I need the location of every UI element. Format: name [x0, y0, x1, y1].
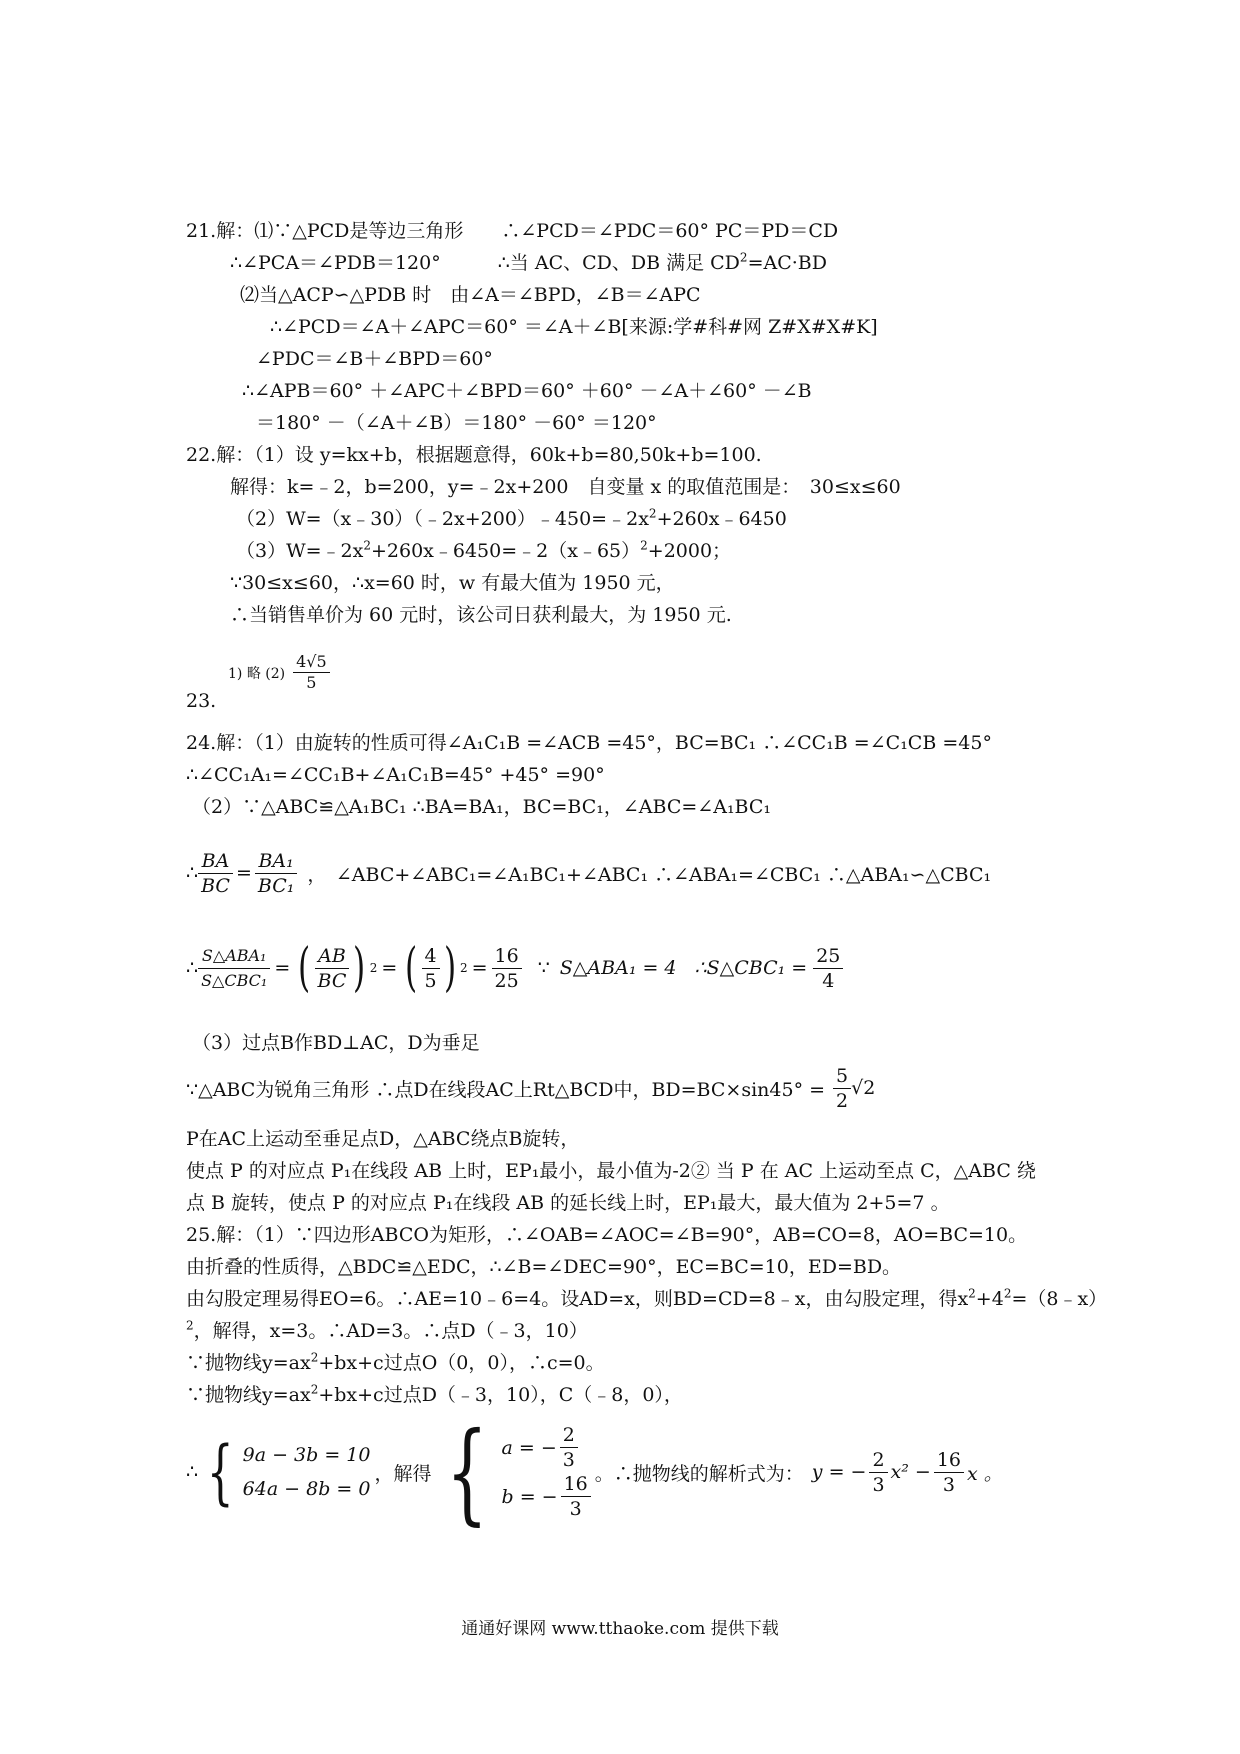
- q25-sup-4: 2: [186, 1318, 194, 1333]
- q21-line-2a: ∴∠PCA＝∠PDB＝120° ∴当 AC、CD、DB 满足 CD: [230, 252, 740, 274]
- q24-line-4-rest: ， ∠ABC+∠ABC₁=∠A₁BC₁+∠ABC₁ ∴∠ABA₁=∠CBC₁ ∴△ABA₁∽△CBC₁: [307, 863, 992, 886]
- q22-line-4b: +260x﹣6450=﹣2（x﹣65）: [370, 540, 641, 562]
- q25-system-line: [186, 1408, 1003, 1536]
- q24-ratio-right: [255, 849, 297, 898]
- q22-line-3b: +260x﹣6450: [656, 508, 787, 530]
- q24-line-9: 使点 P 的对应点 P₁在线段 AB 上时，EP₁最小，最小值为-2② 当 P 在 AC 上运动至点 C，△ABC 绕: [186, 1160, 1036, 1182]
- q24-line-8: P在AC上运动至垂足点D，△ABC绕点B旋转，: [186, 1128, 580, 1150]
- q24-equals-4: =: [471, 957, 488, 979]
- q22-line-1: 22.解：（1）设 y=kx+b，根据题意得，60k+b=80,50k+b=100.: [186, 444, 762, 466]
- q25-coef-1-num: 2: [869, 1448, 887, 1473]
- q25-line-4-text: ，解得，x=3。∴AD=3。∴点D（﹣3，10）: [193, 1320, 588, 1342]
- q25-solution-b: [502, 1472, 591, 1521]
- q25-line-2: 由折叠的性质得，△BDC≌△EDC，∴∠B=∠DEC=90°，EC=BC=10，ED=BD。: [186, 1256, 902, 1278]
- q24-line-6: （3）过点B作BD⊥AC，D为垂足: [192, 1032, 480, 1054]
- q21-line-4: ∴∠PCD＝∠A＋∠APC＝60° ＝∠A＋∠B[来源:学#科#网 Z#X#X#K]: [270, 316, 878, 338]
- q22-line-2: 解得：k=﹣2，b=200，y=﹣2x+200 自变量 x 的取值范围是： 30≤x≤60: [230, 476, 901, 498]
- q25-solution-b-den: 3: [569, 1498, 582, 1520]
- q25-solution-b-label: b = −: [501, 1485, 558, 1508]
- q24-ratio-left-num: BA: [198, 849, 233, 874]
- q23-answer: [228, 652, 330, 693]
- q25-coef-1: [869, 1448, 887, 1497]
- q24-final-num: 25: [813, 944, 843, 969]
- q24-line-10: 点 B 旋转，使点 P 的对应点 P₁在线段 AB 的延长线上时，EP₁最大，最大值为 2+5=7 。: [186, 1192, 950, 1214]
- q24-four-fifths-den: 5: [424, 969, 437, 992]
- q24-paren-close-1: ): [353, 938, 366, 998]
- q24-result: [492, 944, 522, 993]
- q25-coef-2-num: 16: [934, 1448, 964, 1473]
- q23-frac-num: 4√5: [293, 652, 330, 673]
- q25-coef-2-den: 3: [942, 1473, 955, 1496]
- q23-frac-den: 5: [306, 673, 317, 692]
- q22-sup-4b: 2: [640, 538, 648, 553]
- q25-sup-3b: 2: [1003, 1286, 1012, 1301]
- q24-four-fifths-num: 4: [422, 944, 440, 969]
- q23-fraction: [293, 652, 330, 693]
- q24-ab-bc: [315, 944, 350, 993]
- q25-system-eq1: 9a − 3b = 10: [242, 1444, 371, 1466]
- q22-line-4: [236, 538, 731, 568]
- q24-paren-open-1: (: [298, 938, 311, 998]
- q24-equals-3: =: [381, 957, 398, 979]
- q25-solution-a-frac: [560, 1423, 578, 1472]
- q22-line-4c: +2000；: [647, 540, 732, 562]
- q22-sup-4a: 2: [363, 538, 371, 553]
- q21-line-6: ∴∠APB＝60° ＋∠APC＋∠BPD＝60° ＋60° －∠A＋∠60° －∠B: [242, 380, 812, 402]
- q24-result-num: 16: [492, 944, 522, 969]
- q21-line-7: ＝180° －（∠A＋∠B）＝180° －60° ＝120°: [256, 412, 657, 434]
- q22-line-3: [236, 506, 787, 536]
- q24-paren-open-2: (: [405, 938, 418, 998]
- q22-sup-3: 2: [648, 506, 657, 521]
- q21-line-2: [230, 250, 827, 280]
- q24-area-ratio: [198, 944, 270, 993]
- q25-coef-2: [934, 1448, 964, 1497]
- q22-line-4a: （3）W=﹣2x: [236, 540, 364, 562]
- q25-system-eq2: 64a − 8b = 0: [242, 1478, 371, 1500]
- q25-line-3c: =（8﹣x）: [1011, 1288, 1108, 1310]
- q24-because: ∵: [537, 957, 550, 979]
- q25-solution-a-den: 3: [562, 1449, 575, 1471]
- q24-line-3: （2）∵△ABC≌△A₁BC₁ ∴BA=BA₁，BC=BC₁，∠ABC=∠A₁BC₁: [192, 796, 772, 818]
- q21-line-3: ⑵当△ACP∽△PDB 时 由∠A＝∠BPD，∠B＝∠APC: [240, 284, 701, 306]
- q23-label: 23.: [186, 690, 217, 712]
- q25-y-eq: y = −: [811, 1461, 867, 1483]
- q24-line-5: ∴ $\frac{\text{S△ABA₁}}{\text{S△CBC₁}}$ = ( $\frac{AB}{BC}$ ) 2 = ( $\frac{4}{5}$ ) 2 = $\frac{16}{25}$ ∵ S△ABA₁ = 4 ∴S△CBC₁ = $\frac{25}{4}$: [186, 930, 843, 1006]
- q21-sup-2: 2: [739, 250, 748, 265]
- q24-therefore-2: ∴: [186, 957, 199, 979]
- q24-ratio-right-den: BC₁: [257, 874, 295, 897]
- q24-bd-num: 5: [833, 1064, 851, 1089]
- q25-line-3a: 由勾股定理易得EO=6。∴AE=10﹣6=4。设AD=x，则BD=CD=8﹣x，由勾股定理，得x: [186, 1288, 969, 1310]
- q24-ratio-left-den: BC: [201, 874, 230, 897]
- q25-solution-b-frac: [561, 1472, 591, 1521]
- q25-x2: x² −: [890, 1461, 931, 1483]
- q24-equals-1: =: [235, 862, 252, 884]
- q24-line-1: 24.解：（1）由旋转的性质可得∠A₁C₁B =∠ACB =45°，BC=BC₁ ∴∠CC₁B =∠C₁CB =45°: [186, 732, 992, 754]
- q24-ab-den: BC: [317, 969, 347, 992]
- q25-brace-1: {: [207, 1431, 234, 1513]
- q25-line-6b: +bx+c过点D（﹣3，10），C（﹣8，0），: [318, 1384, 683, 1406]
- q24-line-7-text: ∵△ABC为锐角三角形 ∴点D在线段AC上Rt△BCD中，BD=BC×sin45° =: [186, 1078, 826, 1101]
- q25-conclusion: 。∴抛物线的解析式为：: [594, 1462, 804, 1485]
- q24-ratio-left: [198, 849, 233, 898]
- q22-line-6: ∴当销售单价为 60 元时，该公司日获利最大，为 1950 元.: [230, 604, 732, 626]
- q25-sup-6: 2: [310, 1382, 319, 1397]
- q25-line-3: [186, 1286, 1107, 1316]
- q25-coef-1-den: 3: [872, 1473, 885, 1496]
- q25-solution: [502, 1423, 591, 1521]
- q24-line-7: [186, 1058, 875, 1118]
- q24-result-den: 25: [494, 969, 519, 992]
- q24-therefore-area: ∴S△CBC₁ =: [694, 957, 808, 979]
- q25-line-6: [186, 1382, 683, 1412]
- q25-solve-label: ，解得: [374, 1462, 432, 1485]
- q24-bd-frac: [833, 1064, 851, 1113]
- q25-line-5b: +bx+c过点O（0，0），∴c=0。: [318, 1352, 605, 1374]
- q25-therefore: ∴: [186, 1461, 199, 1483]
- q23-small-text: 1) 略 (2): [228, 665, 286, 682]
- q24-area-ratio-num: S△ABA₁: [198, 944, 270, 969]
- q24-final-den: 4: [822, 969, 835, 992]
- q24-line-4: [186, 840, 991, 906]
- q25-line-6a: ∵抛物线y=ax: [186, 1384, 311, 1406]
- q24-paren-close-2: ): [443, 938, 456, 998]
- q25-line-4: [186, 1318, 588, 1348]
- q25-solution-a-label: a = −: [501, 1436, 557, 1459]
- q25-line-5: [186, 1350, 605, 1380]
- q24-bd-radical: √2: [851, 1077, 876, 1099]
- q25-line-1: 25.解：（1）∵四边形ABCO为矩形，∴∠OAB=∠AOC=∠B=90°，AB=CO=8，AO=BC=10。: [186, 1224, 1028, 1246]
- q22-line-3a: （2）W=（x﹣30）（﹣2x+200）﹣450=﹣2x: [236, 508, 649, 530]
- q21-line-2b: =AC·BD: [747, 252, 827, 274]
- q25-solution-b-num: 16: [561, 1472, 591, 1497]
- q25-solution-a: [502, 1423, 591, 1472]
- q21-line-5: ∠PDC＝∠B＋∠BPD＝60°: [256, 348, 493, 370]
- q25-line-5a: ∵抛物线y=ax: [186, 1352, 311, 1374]
- q22-line-5: ∵30≤x≤60，∴x=60 时，w 有最大值为 1950 元，: [230, 572, 675, 594]
- page-footer: 通通好课网 www.tthaoke.com 提供下载: [461, 1619, 779, 1639]
- q21-line-1: 21.解：⑴∵△PCD是等边三角形 ∴∠PCD＝∠PDC＝60° PC＝PD＝CD: [186, 220, 839, 242]
- q25-brace-2: {: [445, 1408, 488, 1536]
- q25-sup-3a: 2: [968, 1286, 976, 1301]
- q25-solution-a-num: 2: [560, 1423, 578, 1448]
- q24-ab-num: AB: [315, 944, 350, 969]
- q24-four-fifths: [422, 944, 440, 993]
- q24-final-area: [813, 944, 843, 993]
- q25-system: [243, 1438, 371, 1506]
- q24-bd-den: 2: [836, 1089, 849, 1112]
- q25-line-3b: +4: [975, 1288, 1004, 1310]
- q24-area-value: S△ABA₁ = 4: [559, 957, 677, 979]
- q25-sup-5: 2: [310, 1350, 319, 1365]
- q24-ratio-right-num: BA₁: [255, 849, 297, 874]
- q24-line-2: ∴∠CC₁A₁=∠CC₁B+∠A₁C₁B=45° +45° =90°: [186, 764, 605, 786]
- q24-therefore-1: ∴: [186, 862, 199, 884]
- q24-area-ratio-den: S△CBC₁: [201, 970, 268, 990]
- q25-x-end: x 。: [967, 1462, 1003, 1485]
- q24-equals-2: =: [274, 957, 291, 979]
